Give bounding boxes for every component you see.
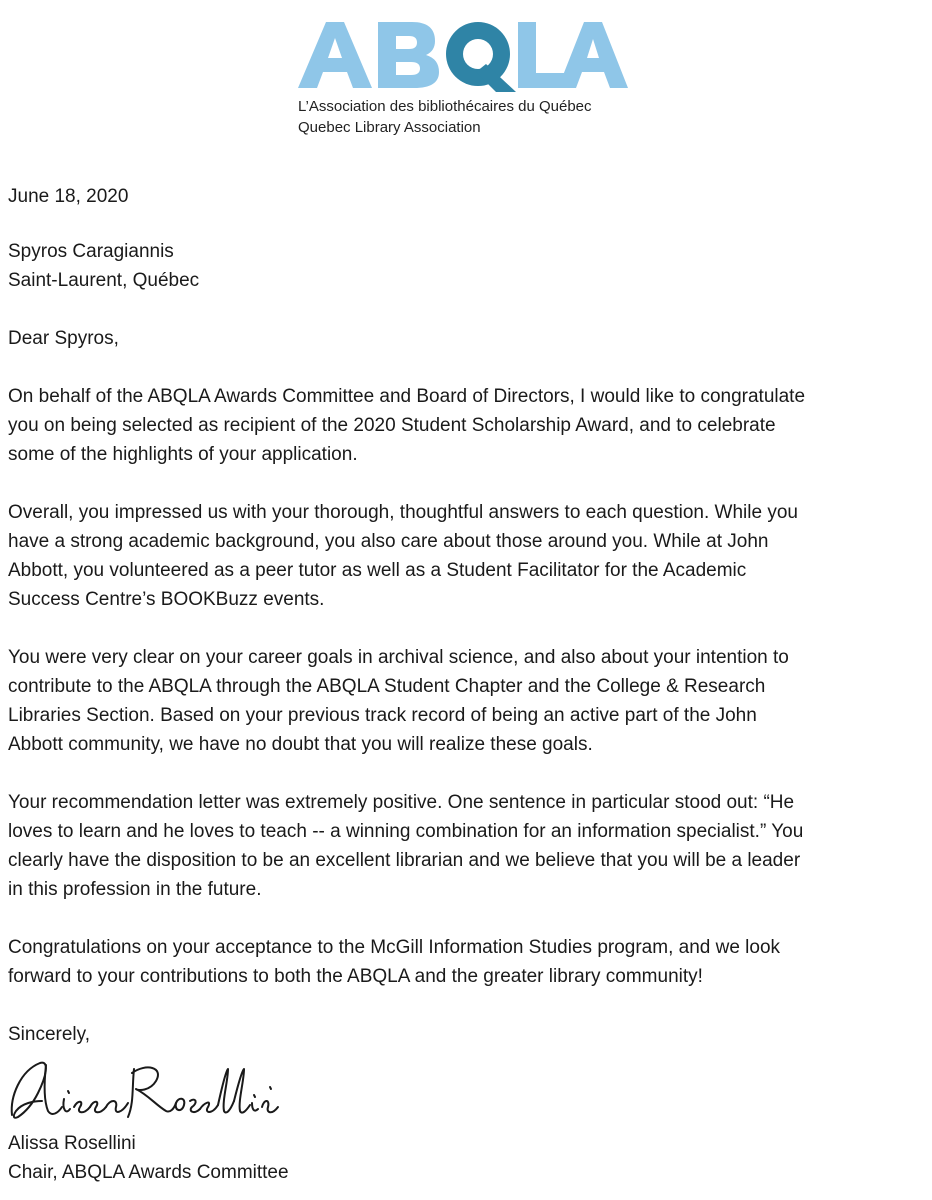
association-name-fr: L’Association des bibliothécaires du Québec xyxy=(298,98,592,115)
letter-date: June 18, 2020 xyxy=(8,186,129,207)
paragraph xyxy=(8,382,920,469)
paragraph-line: Overall, you impressed us with your thorough, thoughtful answers to each question. While you xyxy=(8,502,798,523)
paragraph-line: in this profession in the future. xyxy=(8,879,262,900)
paragraph-line: loves to learn and he loves to teach -- a winning combination for an information specialist.” You xyxy=(8,821,804,842)
recipient-name: Spyros Caragiannis xyxy=(8,241,174,262)
paragraph xyxy=(8,788,920,904)
abqla-logo xyxy=(290,12,630,142)
logo-letter-a xyxy=(298,22,372,88)
paragraph-line: some of the highlights of your application. xyxy=(8,444,358,465)
logo-letter-l xyxy=(518,22,566,88)
letter-body xyxy=(8,182,920,1187)
abqla-wordmark xyxy=(290,12,630,94)
paragraph-line: You were very clear on your career goals in archival science, and also about your intention to xyxy=(8,647,789,668)
paragraph-line: Abbott community, we have no doubt that you will realize these goals. xyxy=(8,734,593,755)
logo-letter-b xyxy=(378,22,439,88)
paragraph-line: forward to your contributions to both the ABQLA and the greater library community! xyxy=(8,966,703,987)
paragraph-line: have a strong academic background, you also care about those around you. While at John xyxy=(8,531,769,552)
paragraph xyxy=(8,498,920,614)
signer-name: Alissa Rosellini xyxy=(8,1133,136,1154)
closing: Sincerely, xyxy=(8,1024,91,1045)
association-name-en: Quebec Library Association xyxy=(298,119,481,136)
recipient-location: Saint-Laurent, Québec xyxy=(8,270,200,291)
paragraph xyxy=(8,933,920,991)
paragraph-line: Libraries Section. Based on your previous track record of being an active part of the John xyxy=(8,705,757,726)
paragraph-line: you on being selected as recipient of the 2020 Student Scholarship Award, and to celebrate xyxy=(8,415,776,436)
paragraph-line: Success Centre’s BOOKBuzz events. xyxy=(8,589,325,610)
paragraph-line: Your recommendation letter was extremely positive. One sentence in particular stood out: “He xyxy=(8,792,795,813)
paragraph xyxy=(8,643,920,759)
paragraph-line: Congratulations on your acceptance to the McGill Information Studies program, and we look xyxy=(8,937,781,958)
logo-letter-q xyxy=(446,22,516,92)
logo-letter-a2 xyxy=(558,22,628,88)
signer-title: Chair, ABQLA Awards Committee xyxy=(8,1162,289,1183)
paragraph-line: clearly have the disposition to be an excellent librarian and we believe that you will be a leader xyxy=(8,850,801,871)
handwritten-signature xyxy=(6,1057,286,1129)
salutation: Dear Spyros, xyxy=(8,328,119,349)
paragraph-line: On behalf of the ABQLA Awards Committee and Board of Directors, I would like to congratulate xyxy=(8,386,806,407)
paragraph-line: contribute to the ABQLA through the ABQLA Student Chapter and the College & Research xyxy=(8,676,766,697)
paragraph-line: Abbott, you volunteered as a peer tutor as well as a Student Facilitator for the Academic xyxy=(8,560,747,581)
